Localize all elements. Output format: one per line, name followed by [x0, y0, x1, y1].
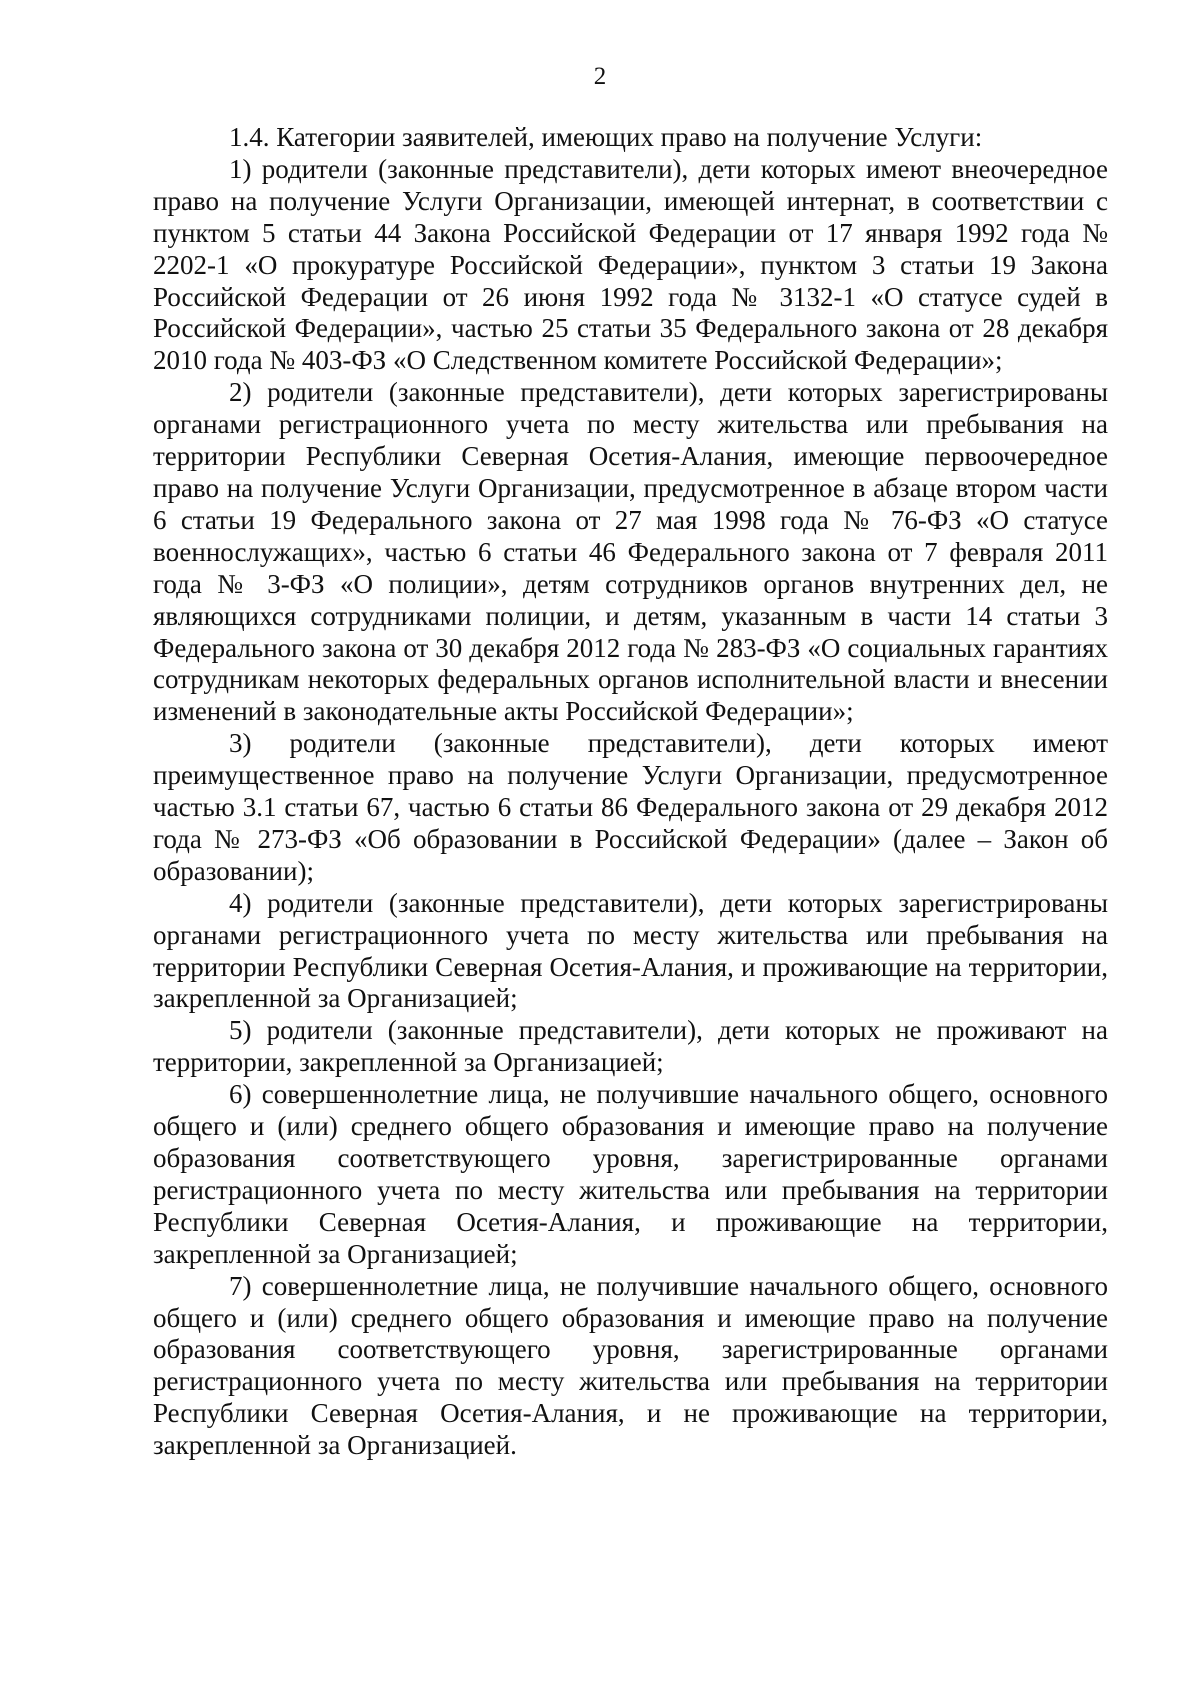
- list-item-6: 6) совершеннолетние лица, не получившие начального общего, основного общего и (или) среднего общего образования и имеющие право на получение образования соответствующего уровня, зарегистрированные органами регистрационного учета по месту жительства или пребывания на территории Республики Северная Осетия-Алания, и проживающие на территории, закрепленной за Организацией;: [153, 1079, 1108, 1269]
- list-item-5: 5) родители (законные представители), дети которых не проживают на территории, закрепленной за Организацией;: [153, 1015, 1108, 1078]
- list-item-2: 2) родители (законные представители), дети которых зарегистрированы органами регистрационного учета по месту жительства или пребывания на территории Республики Северная Осетия-Алания, имеющие первоочередное право на получение Услуги Организации, предусмотренное в абзаце втором части 6 статьи 19 Федерального закона от 27 мая 1998 года № 76-ФЗ «О статусе военнослужащих», частью 6 статьи 46 Федерального закона от 7 февраля 2011 года № 3-ФЗ «О полиции», детям сотрудников органов внутренних дел, не являющихся сотрудниками полиции, и детям, указанным в части 14 статьи 3 Федерального закона от 30 декабря 2012 года № 283-ФЗ «О социальных гарантиях сотрудникам некоторых федеральных органов исполнительной власти и внесении изменений в законодательные акты Российской Федерации»;: [153, 377, 1108, 727]
- list-item-3: 3) родители (законные представители), дети которых имеют преимущественное право на получение Услуги Организации, предусмотренное частью 3.1 статьи 67, частью 6 статьи 86 Федерального закона от 29 декабря 2012 года № 273-ФЗ «Об образовании в Российской Федерации» (далее – Закон об образовании);: [153, 728, 1108, 886]
- list-item-4: 4) родители (законные представители), дети которых зарегистрированы органами регистрационного учета по месту жительства или пребывания на территории Республики Северная Осетия-Алания, и проживающие на территории, закрепленной за Организацией;: [153, 887, 1108, 1014]
- list-item-1: 1) родители (законные представители), дети которых имеют внеочередное право на получение Услуги Организации, имеющей интернат, в соответствии с пунктом 5 статьи 44 Закона Российской Федерации от 17 января 1992 года № 2202-1 «О прокуратуре Российской Федерации», пунктом 3 статьи 19 Закона Российской Федерации от 26 июня 1992 года № 3132-1 «О статусе судей в Российской Федерации», частью 25 статьи 35 Федерального закона от 28 декабря 2010 года № 403-ФЗ «О Следственном комитете Российской Федерации»;: [153, 153, 1108, 376]
- section-heading-1-4: 1.4. Категории заявителей, имеющих право на получение Услуги:: [229, 122, 983, 152]
- page-number: 2: [593, 63, 607, 90]
- document-body: [153, 122, 1108, 1462]
- list-item-7: 7) совершеннолетние лица, не получившие начального общего, основного общего и (или) среднего общего образования и имеющие право на получение образования соответствующего уровня, зарегистрированные органами регистрационного учета по месту жительства или пребывания на территории Республики Северная Осетия-Алания, и не проживающие на территории, закрепленной за Организацией.: [153, 1270, 1108, 1461]
